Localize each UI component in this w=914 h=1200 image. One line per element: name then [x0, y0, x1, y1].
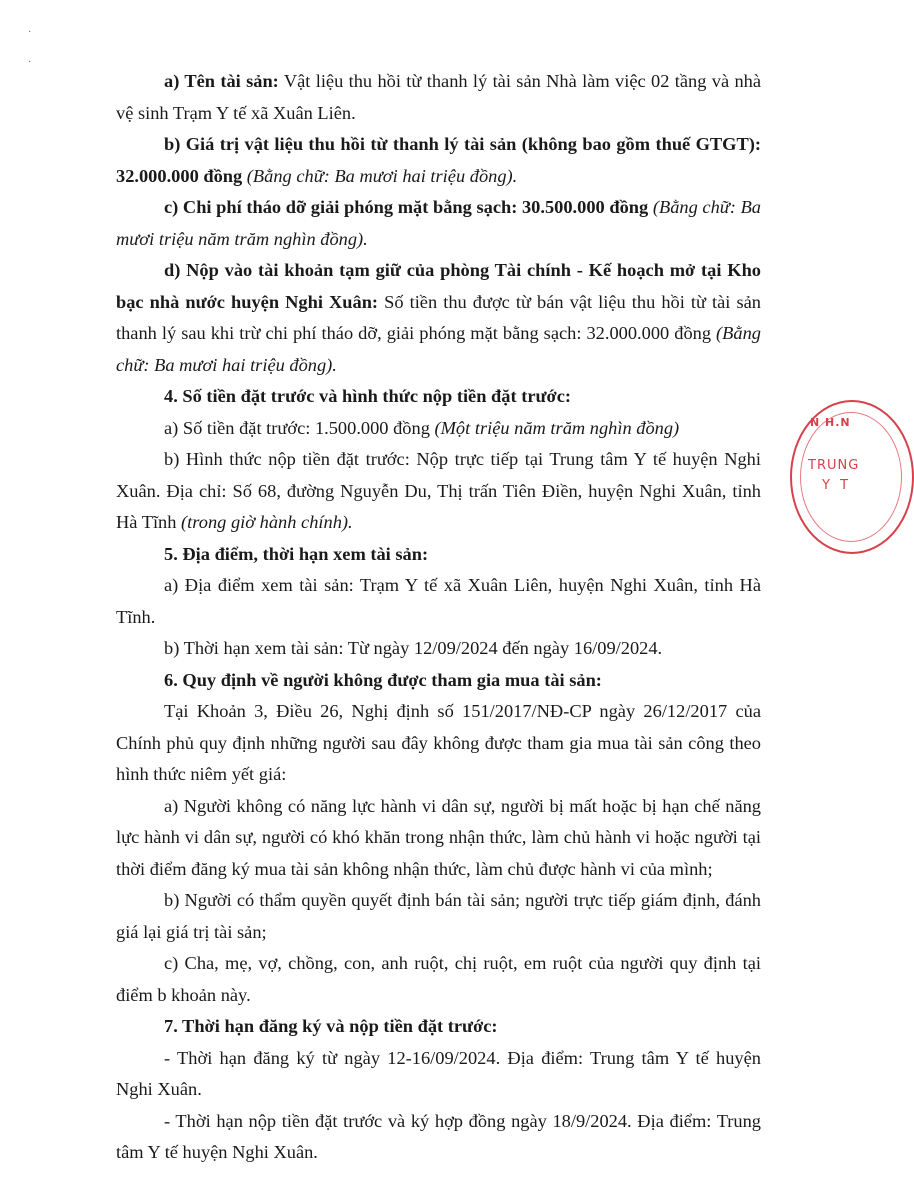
section4-heading: 4. Số tiền đặt trước và hình thức nộp tiền đặt trước:	[164, 386, 571, 406]
section4-b	[116, 444, 761, 539]
item-d	[116, 255, 761, 381]
item-b-label: b) Giá trị vật liệu thu hồi từ thanh lý tài sản (không bao gồm thuế GTGT): 32.000.000 đồng	[116, 134, 761, 186]
scan-specks: · ·	[28, 27, 32, 68]
item-c-label: c) Chi phí tháo dỡ giải phóng mặt bằng sạch: 30.500.000 đồng	[164, 197, 649, 217]
section6-intro: Tại Khoản 3, Điều 26, Nghị định số 151/2017/NĐ-CP ngày 26/12/2017 của Chính phủ quy định những người sau đây không được tham gia mua tài sản công theo hình thức niêm yết giá:	[116, 701, 761, 784]
section4-a	[116, 413, 761, 445]
section6-b: b) Người có thẩm quyền quyết định bán tài sản; người trực tiếp giám định, đánh giá lại giá trị tài sản;	[116, 890, 761, 942]
item-c-note: (Bằng chữ: Ba mươi triệu năm trăm nghìn đồng).	[116, 197, 761, 249]
stamp-line2: TRUNG	[808, 458, 860, 473]
item-a	[116, 66, 761, 129]
section7-heading: 7. Thời hạn đăng ký và nộp tiền đặt trước:	[164, 1016, 498, 1036]
item-b-note: (Bằng chữ: Ba mươi hai triệu đồng).	[242, 165, 518, 186]
section4-b-text: b) Hình thức nộp tiền đặt trước: Nộp trực tiếp tại Trung tâm Y tế huyện Nghi Xuân. Địa chỉ: Số 68, đường Nguyễn Du, Thị trấn Tiên Điền, huyện Nghi Xuân, tỉnh Hà Tĩnh	[116, 449, 761, 532]
item-b	[116, 129, 761, 192]
section6-heading: 6. Quy định về người không được tham gia mua tài sản:	[164, 669, 602, 690]
section7-item2: - Thời hạn nộp tiền đặt trước và ký hợp đồng ngày 18/9/2024. Địa điểm: Trung tâm Y tế huyện Nghi Xuân.	[116, 1110, 761, 1162]
section5-heading: 5. Địa điểm, thời hạn xem tài sản:	[164, 543, 429, 564]
official-stamp	[790, 400, 914, 554]
section6-c: c) Cha, mẹ, vợ, chồng, con, anh ruột, chị ruột, em ruột của người quy định tại điểm b khoản này.	[116, 953, 761, 1005]
section4-a-text: a) Số tiền đặt trước: 1.500.000 đồng	[164, 417, 435, 438]
item-d-text: Số tiền thu được từ bán vật liệu thu hồi từ tài sản thanh lý sau khi trừ chi phí tháo dỡ, giải phóng mặt bằng sạch: 32.000.000 đồng	[116, 291, 761, 343]
item-a-text: Vật liệu thu hồi từ thanh lý tài sản Nhà làm việc 02 tầng và nhà vệ sinh Trạm Y tế xã Xuân Liên.	[116, 71, 762, 123]
section5-b: b) Thời hạn xem tài sản: Từ ngày 12/09/2024 đến ngày 16/09/2024.	[164, 638, 663, 658]
item-a-label: a) Tên tài sản:	[164, 71, 279, 91]
stamp-line3: Y T	[822, 478, 852, 493]
item-c	[116, 192, 761, 255]
item-d-label: d) Nộp vào tài khoản tạm giữ của phòng Tài chính - Kế hoạch mở tại Kho bạc nhà nước huyện Nghi Xuân:	[116, 260, 761, 312]
stamp-inner-ring	[800, 412, 902, 542]
item-d-note: (Bằng chữ: Ba mươi hai triệu đồng).	[116, 323, 761, 375]
section7-item1: - Thời hạn đăng ký từ ngày 12-16/09/2024. Địa điểm: Trung tâm Y tế huyện Nghi Xuân.	[116, 1047, 761, 1099]
section5-a: a) Địa điểm xem tài sản: Trạm Y tế xã Xuân Liên, huyện Nghi Xuân, tỉnh Hà Tĩnh.	[116, 575, 761, 627]
section4-b-note: (trong giờ hành chính).	[181, 512, 353, 532]
document-body	[116, 66, 761, 1169]
section6-a: a) Người không có năng lực hành vi dân sự, người bị mất hoặc bị hạn chế năng lực hành vi dân sự, người có khó khăn trong nhận thức, làm chủ hành vi hoặc người tại thời điểm đăng ký mua tài sản không nhận thức, làm chủ được hành vi của mình;	[116, 795, 761, 879]
stamp-line1: N H.N	[810, 416, 851, 429]
section4-a-note: (Một triệu năm trăm nghìn đồng)	[434, 417, 680, 438]
